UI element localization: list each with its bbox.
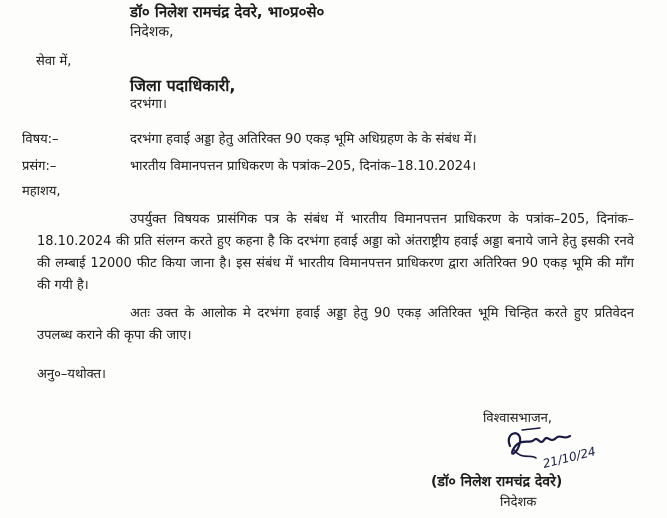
subject-label: विषय:– xyxy=(22,132,59,147)
subject-text: दरभंगा हवाई अड्डा हेतु अतिरिक्त 90 एकड़ भूमि अधिग्रहण के के संबंध में। xyxy=(130,132,477,147)
signature-date: 21/10/24 xyxy=(541,444,598,471)
body-paragraph-1: उपर्युक्त विषयक प्रासंगिक पत्र के संबंध में भारतीय विमानपत्तन प्राधिकरण के पत्रांक–205, दिनांक–18.10.2024 की प्रति संलग्न करते हुए कहना है कि दरभंगा हवाई अड्डा को अंतराष्ट्रीय हवाई अड्डा बनाये जाने हेतु इसकी रनवे की लम्बाई 12000 फीट किया जाना है। इस संबंध में भारतीय विमानपत्तन प्राधिकरण द्वारा अतिरिक्त 90 एकड़ भूमि की माँग की गयी है। xyxy=(37,212,635,293)
salutation: महाशय, xyxy=(22,184,61,199)
body-paragraph-2: अतः उक्त के आलोक मे दरभंगा हवाई अड्डा हेतु 90 एकड़ अतिरिक्त भूमि चिन्हित करते हुए प्रतिवेदन उपलब्ध कराने की कृपा की जाए। xyxy=(37,306,634,343)
reference-text: भारतीय विमानपत्तन प्राधिकरण के पत्रांक–205, दिनांक–18.10.2024। xyxy=(130,159,477,174)
enclosure-note: अनु०–यथोक्त। xyxy=(37,367,106,382)
signatory-name: (डॉ० निलेश रामचंद्र देवरे) xyxy=(431,474,563,490)
reference-label: प्रसंग:– xyxy=(22,159,57,174)
to-prefix: सेवा में, xyxy=(36,54,72,69)
signatory-designation: निदेशक xyxy=(500,495,537,510)
recipient-place: दरभंगा। xyxy=(130,97,167,112)
recipient-title: जिला पदाधिकारी, xyxy=(130,76,236,95)
closing-line: विश्वासभाजन, xyxy=(483,411,553,426)
sender-designation: निदेशक, xyxy=(130,24,174,40)
sender-name: डॉ० निलेश रामचंद्र देवरे, भा०प्र०से० xyxy=(130,3,325,21)
